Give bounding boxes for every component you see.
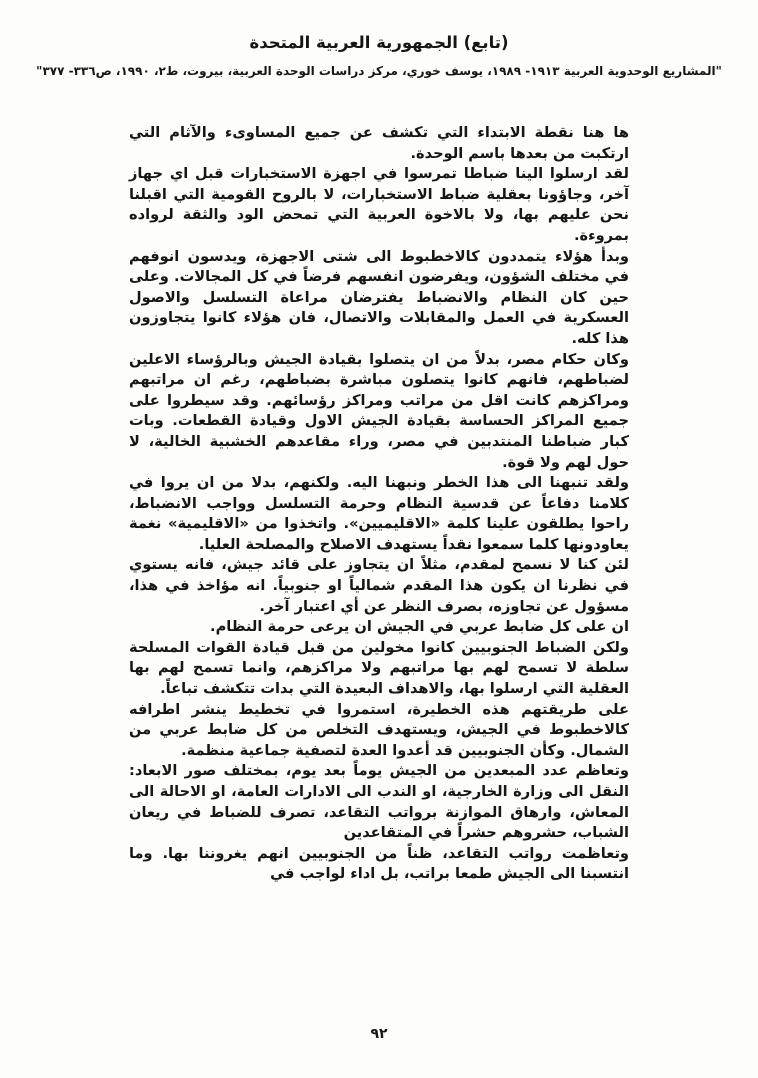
paragraph: وبدأ هؤلاء يتمددون كالاخطبوط الى شتى الاجهزة، ويدسون انوفهم في مختلف الشؤون، ويفرضون انفسهم فرضاً في كل المجالات. وعلى حين كان النظام والانضباط يفترضان مراعاة التسلسل والاصول العسكرية في العمل والمقابلات والاتصال، فان هؤلاء كانوا يتجاوزون هذا كله. <box>129 247 629 347</box>
paragraph: ان على كل ضابط عربي في الجيش ان يرعى حرمة النظام. <box>210 618 629 636</box>
page-number: ٩٢ <box>370 1026 388 1042</box>
paragraph: وتعاظمت رواتب التقاعد، ظناً من الجنوبيين انهم يغروننا بها. وما انتسبنا الى الجيش طمعا براتب، بل اداء لواجب في <box>129 844 629 883</box>
paragraph: وتعاظم عدد المبعدين من الجيش يوماً بعد يوم، بمختلف صور الابعاد: النقل الى وزارة الخارجية، او الندب الى الادارات العامة، او الاحالة الى المعاش، وارهاق الموازنة برواتب التقاعد، تصرف للضباط في ريعان الشباب، حشروهم حشراً في المتقاعدين <box>129 762 629 842</box>
paragraph: على طريقتهم هذه الخطيرة، استمروا في تخطيط ينشر اطرافه كالاخطبوط في الجيش، ويستهدف التخلص من كل ضابط عربي من الشمال. وكأن الجنوبيين قد أعدوا العدة لتصفية جماعية منظمة. <box>129 700 629 759</box>
source-citation: "المشاريع الوحدوية العربية ١٩١٣- ١٩٨٩، يوسف خوري، مركز دراسات الوحدة العربية، بيروت، ط٢، ١٩٩٠، ص٣٣٦- ٣٧٧" <box>36 64 722 78</box>
section-header: (تابع) الجمهورية العربية المتحدة <box>249 33 509 52</box>
body-text <box>129 123 629 885</box>
paragraph: ولقد تنبهنا الى هذا الخطر ونبهنا اليه. ولكنهم، بدلا من ان يروا في كلامنا دفاعاً عن قدسية النظام وحرمة التسلسل وواجب الانضباط، راحوا يطلقون علينا كلمة «الاقليميين». واتخذوا من «الاقليمية» نغمة يعاودونها كلما سمعوا نقداً يستهدف الاصلاح والمصلحة العليا. <box>129 474 629 553</box>
paragraph: وكان حكام مصر، بدلاً من ان يتصلوا بقيادة الجيش وبالرؤساء الاعلين لضباطهم، فانهم كانوا يتصلون مباشرة بضباطهم، رغم ان مراتبهم ومراكزهم كانت اقل من مراتب ومراكز رؤسائهم. وقد سيطروا على جميع المراكز الحساسة بقيادة الجيش الاول وقيادة القطعات. وبات كبار ضباطنا المنتدبين في مصر، وراء مقاعدهم الخشبية الخالية، لا حول لهم ولا قوة. <box>129 350 629 471</box>
paragraph: لقد ارسلوا الينا ضباطا تمرسوا في اجهزة الاستخبارات قبل اي جهاز آخر، وجاؤونا بعقلية ضباط الاستخبارات، لا بالروح القومية التي اقبلنا نحن عليهم بها، ولا بالاخوة العربية التي تمحض الود والثقة لرواده بمروءة. <box>129 165 629 244</box>
paragraph: ولكن الضباط الجنوبيين كانوا مخولين من قبل قيادة القوات المسلحة سلطة لا تسمح لهم بها مراتبهم ولا مراكزهم، وانما تسمح لهم بها العقلية التي ارسلوا بها، والاهداف البعيدة التي بدات تتكشف تباعاً. <box>129 638 629 698</box>
paragraph: لئن كنا لا نسمح لمقدم، مثلاً ان يتجاوز على قائد جيش، فانه يستوي في نظرنا ان يكون هذا المقدم شمالياً او جنوبياً. انه مؤاخذ في هذا، مسؤول عن تجاوزه، بصرف النظر عن أي اعتبار آخر. <box>129 556 629 615</box>
paragraph: ها هنا نقطة الابتداء التي تكشف عن جميع المساوىء والآثام التي ارتكبت من بعدها باسم الوحدة. <box>129 124 629 162</box>
